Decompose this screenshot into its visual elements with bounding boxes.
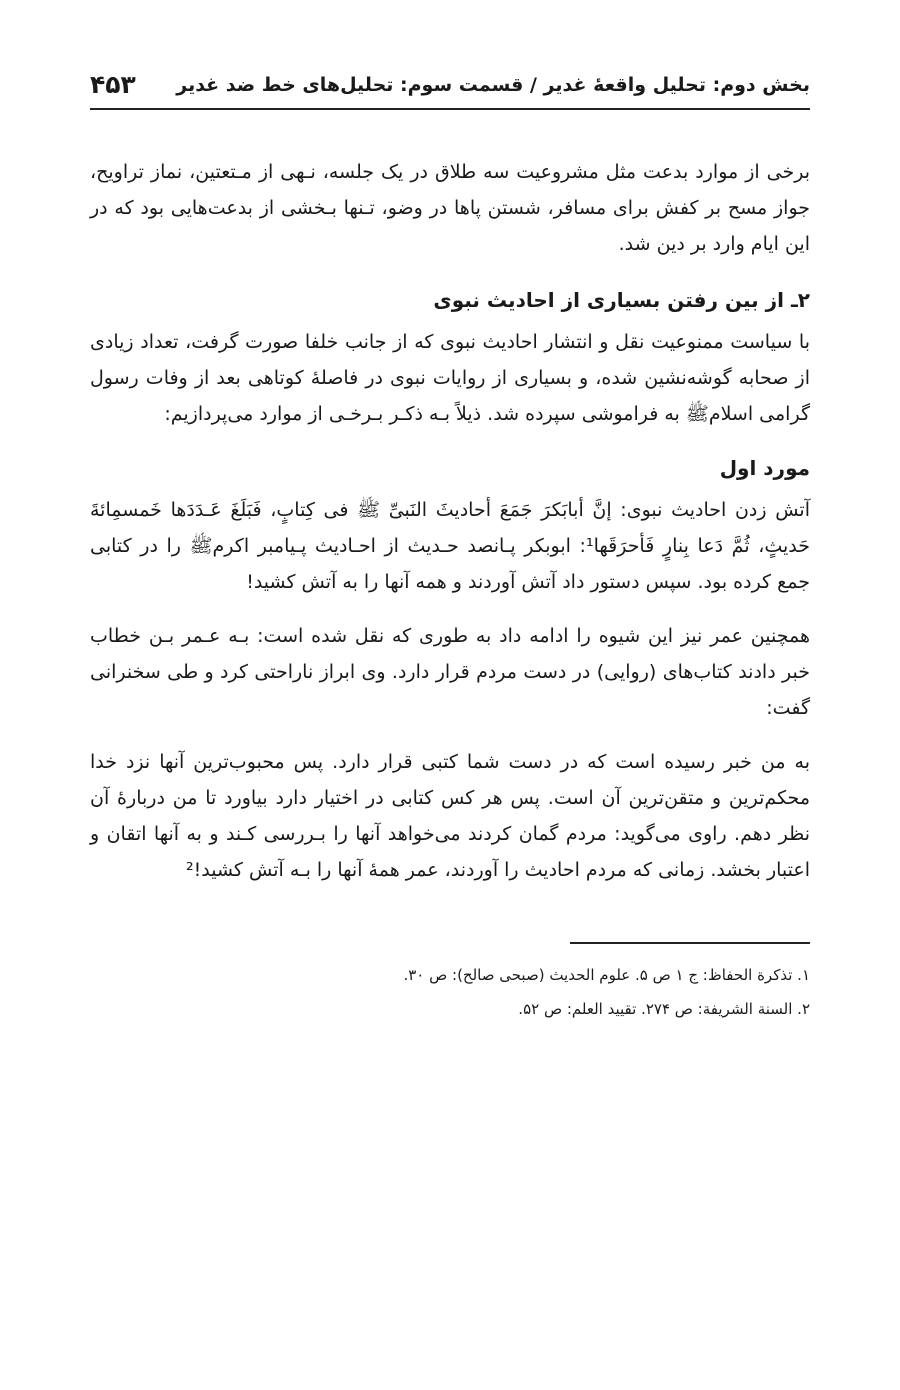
book-page <box>90 60 810 1026</box>
header-title: بخش دوم: تحلیل واقعهٔ غدیر / قسمت سوم: تحلیل‌های خط ضد غدیر <box>176 74 810 96</box>
paragraph-umar-speech: به من خبر رسیده است که در دست شما کتبی قرار دارد. پس محبوب‌ترین آنها نزد خدا محکم‌ترین و متقن‌ترین آن است. پس هر کس کتابی در اختیار دارد بیاورد تا من دربارهٔ آن نظر دهم. راوی می‌گوید: مردم گمان کردند می‌خواهد آنها را بـررسی کـند و به آنها اتقان و اعتبار بخشد. زمانی که مردم احادیث را آوردند، عمر همهٔ آنها را بـه آتش کشید!² <box>90 751 810 881</box>
running-header <box>90 60 810 110</box>
footnotes <box>90 958 810 1026</box>
paragraph-burning-hadiths: آتش زدن احادیث نبوی: إنَّ أبابَکرَ جَمَعَ أحادیثَ النَبیِّ ﷺ فی کِتابٍ، فَبَلَغَ عَـدَدَها خَمسمِائةَ حَدیثٍ، ثُمَّ دَعا بِنارٍ فَأحرَقَها¹: ابوبکر پـانصد حـدیث از احـادیث پـیامبر اکرمﷺ را در کتابی جمع کرده بود. سپس دستور داد آتش آوردند و همه آنها را به آتش کشید! <box>90 499 810 593</box>
footnote-divider <box>570 942 810 944</box>
subheading-first-case: مورد اول <box>719 456 810 480</box>
footnote-1: ۱. تذکرة الحفاظ: ج ۱ ص ۵. علوم الحدیث (صبحی صالح): ص ۳۰. <box>403 966 810 984</box>
footnote-2: ۲. السنة الشریفة: ص ۲۷۴. تقیید العلم: ص ۵۲. <box>518 1000 810 1018</box>
paragraph-innovations: برخی از موارد بدعت مثل مشروعیت سه طلاق در یک جلسه، نـهی از مـتعتین، نماز تراویح، جواز مسح بر کفش برای مسافر، شستن پاها در وضو، تـنها بـخشی از بدعت‌هایی بود که در این ایام وارد بر دین شد. <box>90 161 810 255</box>
page-number: ۴۵۳ <box>90 70 136 99</box>
paragraph-umar-continued: همچنین عمر نیز این شیوه را ادامه داد به طوری که نقل شده است: بـه عـمر بـن خطاب خبر دادند کتاب‌های (روایی) در دست مردم قرار دارد. وی ابراز ناراحتی کرد و طی سخنرانی گفت: <box>90 625 810 719</box>
paragraph-hadith-prohibition: با سیاست ممنوعیت نقل و انتشار احادیث نبوی که از جانب خلفا صورت گرفت، تعداد زیادی از صحابه گوشه‌نشین شده، و بسیاری از روایات نبوی در فاصلهٔ کوتاهی بعد از وفات رسول گرامی اسلامﷺ به فراموشی سپرده شد. ذیلاً بـه ذکـر بـرخـی از موارد می‌پردازیم: <box>90 331 810 425</box>
section-heading-2: ۲ـ از بین رفتن بسیاری از احادیث نبوی <box>433 288 810 312</box>
